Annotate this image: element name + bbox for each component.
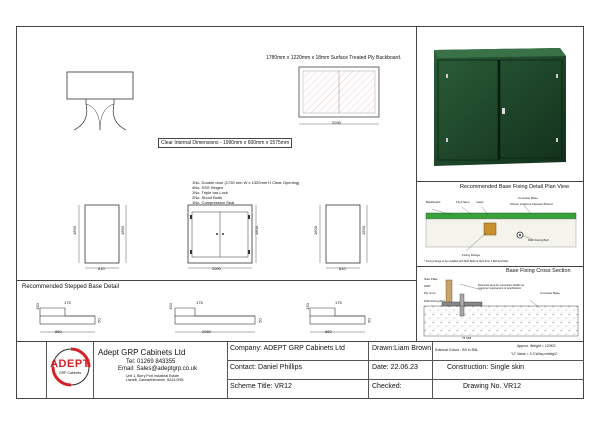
left-depth-dim: 610: [98, 266, 105, 271]
title-block: [16, 341, 584, 400]
plan-outline-drawing: [60, 70, 140, 140]
logo-subtext: GRP Cabinets: [58, 371, 82, 375]
cs-label-bolt: M10 Fixing Bolt: [424, 299, 445, 303]
logo-cell: [46, 342, 94, 399]
step-dim: 175: [335, 300, 342, 305]
right-panel-divider: [416, 26, 417, 341]
cs-label-75: 75 MM: [462, 336, 472, 340]
plan-label-shown: Shown in Above Nearest Bottom: [510, 202, 554, 206]
step-dim: 150: [167, 303, 173, 310]
front-height-dim: 1500: [253, 226, 259, 235]
cs-label-concrete: Concrete Base: [540, 291, 560, 295]
left-height-dim: 1590: [71, 226, 77, 235]
company-address-2: Llanelli, Carmarthenshire, SA16 0NN: [126, 378, 184, 382]
front-width-dim: 2000: [212, 266, 221, 271]
company-address-1: Unit 1, Burry Port Industrial Estate: [126, 374, 179, 378]
approx-weight: Approx. Weight = 120KG: [517, 344, 556, 348]
plan-label-concrete: Concrete Base: [518, 196, 538, 200]
step-dim: 175: [64, 300, 71, 305]
date-field: Date: 22.06.23: [369, 361, 433, 380]
construction-field: Construction: Single skin: [433, 361, 584, 380]
plan-label-insert: Insert: [476, 200, 484, 204]
company-email: Email: Sales@adeptgrp.co.uk: [118, 366, 198, 372]
company-tel: Tel: 01269 843355: [126, 359, 176, 365]
step-dim: 50: [366, 318, 372, 323]
plan-label-backboard: Backboard: [426, 200, 441, 204]
step-dim: 860: [325, 329, 332, 334]
cs-label-ply: Ply Core: [424, 291, 436, 295]
left-elevation-drawing: [71, 200, 134, 272]
plan-label-bolt: M10 Fixing Bolt: [528, 238, 549, 242]
u-value: "U" Value = 3.3 W/sq.m/deg/C: [511, 352, 558, 356]
cabinet-photo: [420, 38, 580, 178]
plan-note: * Fixing Flange to be installed with M10 Bolts & Nuts from 1 Bolt End Max: [424, 260, 509, 263]
checked-field: Checked:: [369, 380, 433, 399]
stepped-base-divider: [16, 280, 416, 281]
stepped-base-title: Recommended Stepped Base Detail: [22, 284, 120, 290]
cs-label-sole: Sole Plate: [424, 277, 438, 281]
cross-section-title: Base Fixing Cross Section: [506, 268, 571, 274]
photo-divider: [416, 181, 584, 182]
right-height-dim: 1600: [312, 226, 318, 235]
note-line: 1No. Compression Seal: [192, 200, 235, 205]
logo-text: ADEPT: [50, 358, 90, 370]
external-colour: External Colour - BS in RAL: [435, 348, 479, 352]
backboard-title: 1780mm x 1220mm x 18mm Surface Treated Ply Backboard.: [266, 55, 402, 61]
drawn-field: Drawn:Liam Brown: [369, 342, 433, 361]
right-elevation-drawing: [312, 200, 375, 272]
step-dim: 860: [55, 329, 62, 334]
cs-label-grp: GRP: [424, 284, 431, 288]
step-dim: 50: [96, 318, 102, 323]
plan-label-flyframe: Fly-Frame: [456, 200, 470, 204]
backboard-width-dim: 2030: [332, 120, 341, 125]
plan-view-drawing: [422, 195, 580, 263]
cs-label-resin: Resin/wet area for connection details as customer requirement or specification: [478, 284, 524, 291]
left-height-dim-2: 1660: [119, 226, 125, 235]
company-details: [92, 342, 228, 399]
step-dim: 175: [196, 300, 203, 305]
right-height-dim-2: 1590: [360, 226, 366, 235]
company-field: Company: ADEPT GRP Cabinets Ltd: [227, 342, 369, 361]
clear-internal-dimensions: Clear Internal Dimensions - 1990mm x 600mm x 1575mm: [158, 138, 292, 148]
company-name: Adept GRP Cabinets Ltd: [98, 348, 186, 357]
contact-field: Contact: Daniel Phillips: [227, 361, 369, 380]
note-line: 2No. Shoot Bolts: [192, 195, 223, 200]
front-elevation-drawing: [180, 200, 260, 272]
note-line: 4No. SSS Hinges: [192, 185, 224, 190]
note-line: 1No. Triple bar Lock: [192, 190, 228, 195]
step-dim: 2050: [202, 329, 211, 334]
scheme-field: Scheme Title: VR12: [227, 380, 369, 399]
plan-view-title: Recommended Base Fixing Detail Plan View: [460, 184, 570, 190]
right-depth-dim: 610: [339, 266, 346, 271]
plan-label-flange: Fixing Flange: [462, 253, 481, 257]
step-dim: 150: [304, 303, 310, 310]
note-line: 1No. Double door (1730 mm W x 1320mm H Clear Opening): [192, 180, 300, 185]
spec-cell: [433, 342, 584, 361]
plan-divider: [416, 266, 584, 267]
step-dim: 150: [34, 303, 40, 310]
step-dim: 50: [257, 318, 263, 323]
drawing-number: Drawing No. VR12: [463, 383, 521, 390]
